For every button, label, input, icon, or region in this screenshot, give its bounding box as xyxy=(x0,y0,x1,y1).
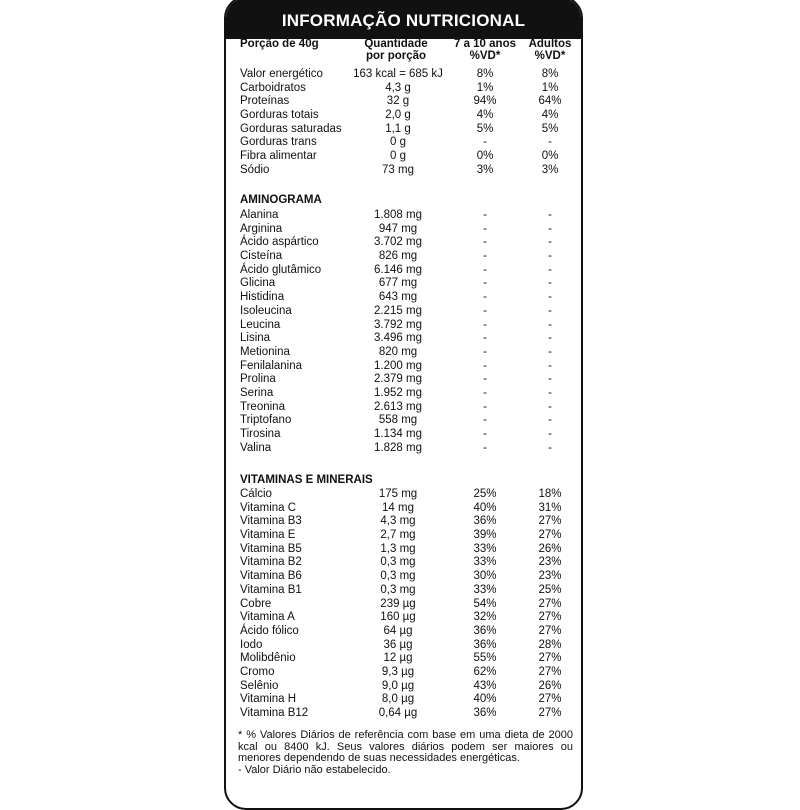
nutrient-quantity: 558 mg xyxy=(378,414,418,427)
nutrient-name: Molibdênio xyxy=(240,652,296,665)
table-row xyxy=(226,291,581,305)
nutrient-adults-dv: - xyxy=(548,277,552,290)
aminogram-table xyxy=(226,209,581,455)
nutrient-kids-dv: 40% xyxy=(473,501,497,514)
nutrition-label xyxy=(224,0,583,810)
table-row xyxy=(226,529,581,543)
nutrient-adults-dv: 64% xyxy=(538,95,562,108)
table-row xyxy=(226,123,581,137)
table-row xyxy=(226,680,581,694)
nutrient-kids-dv: 33% xyxy=(473,556,497,569)
nutrient-quantity: 1,3 mg xyxy=(380,542,416,555)
nutrient-quantity: 0,64 µg xyxy=(378,707,418,719)
nutrient-name: Ácido aspártico xyxy=(240,236,319,249)
table-row xyxy=(226,164,581,178)
nutrient-adults-dv: 27% xyxy=(538,693,562,706)
nutrient-quantity: 3.702 mg xyxy=(374,236,422,249)
nutrient-quantity: 0,3 mg xyxy=(380,556,416,569)
nutrient-quantity: 73 mg xyxy=(382,163,414,176)
nutrient-kids-dv: - xyxy=(483,209,487,221)
nutrient-name: Selênio xyxy=(240,679,279,692)
nutrient-adults-dv: 27% xyxy=(538,652,562,665)
table-row xyxy=(226,68,581,82)
nutrient-kids-dv: 5% xyxy=(476,122,494,135)
nutrient-adults-dv: 27% xyxy=(538,707,562,719)
nutrient-kids-dv: 40% xyxy=(473,693,497,706)
nutrient-kids-dv: - xyxy=(483,400,487,413)
nutrient-name: Vitamina B6 xyxy=(240,570,302,583)
nutrient-name: Isoleucina xyxy=(240,304,292,317)
table-row xyxy=(226,250,581,264)
table-row xyxy=(226,223,581,237)
table-row xyxy=(226,543,581,557)
nutrient-kids-dv: - xyxy=(483,386,487,399)
nutrient-name: Vitamina H xyxy=(240,693,297,706)
nutrient-kids-dv: 33% xyxy=(473,583,497,596)
nutrient-adults-dv: 3% xyxy=(541,163,559,176)
table-row xyxy=(226,150,581,164)
table-row xyxy=(226,332,581,346)
nutrient-name: Alanina xyxy=(240,209,279,221)
nutrient-adults-dv: - xyxy=(548,332,552,345)
nutrient-quantity: 6.146 mg xyxy=(374,263,422,276)
nutrition-table xyxy=(226,68,581,178)
nutrient-quantity: 2.215 mg xyxy=(374,304,422,317)
column-adults-line1: Adultos xyxy=(528,38,572,50)
nutrient-name: Fenilalanina xyxy=(240,359,303,372)
nutrient-adults-dv: - xyxy=(548,428,552,440)
column-kids xyxy=(450,38,520,62)
nutrient-quantity: 2.379 mg xyxy=(374,373,422,386)
column-portion: Porção de 40g xyxy=(240,38,319,50)
nutrient-adults-dv: - xyxy=(548,400,552,413)
table-row xyxy=(226,373,581,387)
nutrient-name: Serina xyxy=(240,386,274,399)
nutrient-adults-dv: - xyxy=(548,136,552,149)
nutrient-quantity: 64 µg xyxy=(383,624,413,637)
nutrient-kids-dv: - xyxy=(483,263,487,276)
nutrient-quantity: 826 mg xyxy=(378,250,418,263)
table-row xyxy=(226,305,581,319)
nutrient-name: Vitamina B12 xyxy=(240,707,309,719)
nutrient-kids-dv: - xyxy=(483,373,487,386)
table-row xyxy=(226,401,581,415)
nutrient-kids-dv: - xyxy=(483,428,487,440)
footnote xyxy=(238,730,573,776)
nutrient-name: Ácido glutâmico xyxy=(240,263,322,276)
nutrient-name: Cisteína xyxy=(240,250,283,263)
nutrient-quantity: 239 µg xyxy=(380,597,416,610)
nutrient-name: Vitamina B5 xyxy=(240,542,302,555)
nutrient-quantity: 0,3 mg xyxy=(380,570,416,583)
nutrient-name: Iodo xyxy=(240,638,263,651)
column-quantity xyxy=(346,38,446,62)
nutrient-name: Histidina xyxy=(240,291,285,304)
nutrient-kids-dv: - xyxy=(483,359,487,372)
nutrient-adults-dv: 8% xyxy=(541,68,559,80)
label-title: INFORMAÇÃO NUTRICIONAL xyxy=(226,0,581,39)
nutrient-adults-dv: - xyxy=(548,441,552,454)
nutrient-adults-dv: - xyxy=(548,386,552,399)
nutrient-quantity: 3.792 mg xyxy=(374,318,422,331)
nutrient-quantity: 643 mg xyxy=(378,291,418,304)
column-kids-line1: 7 a 10 anos xyxy=(453,38,516,50)
table-row xyxy=(226,414,581,428)
nutrient-quantity: 0 g xyxy=(390,136,406,149)
nutrient-adults-dv: - xyxy=(548,263,552,276)
table-row xyxy=(226,136,581,150)
nutrient-name: Treonina xyxy=(240,400,285,413)
nutrient-name: Cobre xyxy=(240,597,272,610)
table-row xyxy=(226,95,581,109)
nutrient-quantity: 175 mg xyxy=(378,488,418,500)
nutrient-adults-dv: 23% xyxy=(538,570,562,583)
nutrient-quantity: 1,1 g xyxy=(385,122,411,135)
nutrient-name: Vitamina B2 xyxy=(240,556,302,569)
nutrient-quantity: 9,0 µg xyxy=(381,679,415,692)
nutrient-name: Metionina xyxy=(240,345,290,358)
nutrient-name: Vitamina E xyxy=(240,529,296,542)
nutrient-adults-dv: - xyxy=(548,373,552,386)
nutrient-quantity: 677 mg xyxy=(378,277,418,290)
nutrient-quantity: 160 µg xyxy=(380,611,416,624)
nutrient-kids-dv: 0% xyxy=(476,150,494,163)
nutrient-kids-dv: - xyxy=(483,332,487,345)
table-row xyxy=(226,515,581,529)
vitamins-table xyxy=(226,488,581,721)
nutrient-name: Sódio xyxy=(240,163,270,176)
nutrient-adults-dv: 26% xyxy=(538,542,562,555)
nutrient-name: Triptofano xyxy=(240,414,292,427)
nutrient-name: Gorduras totais xyxy=(240,109,319,122)
nutrient-kids-dv: - xyxy=(483,345,487,358)
nutrient-quantity: 2,0 g xyxy=(385,109,411,122)
nutrient-adults-dv: 27% xyxy=(538,597,562,610)
nutrient-quantity: 1.952 mg xyxy=(374,386,422,399)
nutrient-name: Vitamina B3 xyxy=(240,515,302,528)
nutrient-quantity: 12 µg xyxy=(383,652,413,665)
nutrient-name: Vitamina A xyxy=(240,611,295,624)
nutrient-quantity: 0,3 mg xyxy=(380,583,416,596)
nutrient-name: Glicina xyxy=(240,277,276,290)
column-quantity-line1: Quantidade xyxy=(364,38,428,50)
table-row xyxy=(226,109,581,123)
nutrient-quantity: 14 mg xyxy=(382,501,414,514)
nutrient-adults-dv: 27% xyxy=(538,529,562,542)
table-row xyxy=(226,556,581,570)
nutrient-adults-dv: 31% xyxy=(538,501,562,514)
nutrient-adults-dv: 27% xyxy=(538,665,562,678)
nutrient-adults-dv: 5% xyxy=(541,122,559,135)
nutrient-adults-dv: - xyxy=(548,304,552,317)
nutrient-kids-dv: 54% xyxy=(473,597,497,610)
nutrient-kids-dv: - xyxy=(483,318,487,331)
nutrient-kids-dv: - xyxy=(483,250,487,263)
nutrient-name: Valina xyxy=(240,441,272,454)
column-adults-line2: %VD* xyxy=(534,50,566,62)
nutrient-quantity: 1.808 mg xyxy=(374,209,422,221)
nutrient-quantity: 3.496 mg xyxy=(374,332,422,345)
table-row xyxy=(226,693,581,707)
nutrient-adults-dv: 0% xyxy=(541,150,559,163)
nutrient-adults-dv: - xyxy=(548,222,552,235)
nutrient-kids-dv: - xyxy=(483,304,487,317)
nutrient-name: Proteínas xyxy=(240,95,290,108)
nutrient-kids-dv: 3% xyxy=(476,163,494,176)
nutrient-kids-dv: - xyxy=(483,277,487,290)
nutrient-quantity: 36 µg xyxy=(383,638,413,651)
nutrient-name: Tirosina xyxy=(240,428,281,440)
nutrient-kids-dv: 36% xyxy=(473,515,497,528)
nutrient-kids-dv: 36% xyxy=(473,638,497,651)
table-row xyxy=(226,639,581,653)
nutrient-quantity: 163 kcal = 685 kJ xyxy=(353,68,443,80)
nutrient-name: Vitamina C xyxy=(240,501,297,514)
nutrient-kids-dv: - xyxy=(483,236,487,249)
nutrient-kids-dv: 8% xyxy=(476,68,494,80)
nutrient-kids-dv: 43% xyxy=(473,679,497,692)
table-row xyxy=(226,598,581,612)
nutrient-kids-dv: - xyxy=(483,441,487,454)
footnote-daily-values: * % Valores Diários de referência com base em uma dieta de 2000 kcal ou 8400 kJ. Seus valores diários podem ser maiores ou menores dependendo de suas necessidades energéticas. xyxy=(238,729,573,764)
table-row xyxy=(226,264,581,278)
table-row xyxy=(226,209,581,223)
nutrient-adults-dv: 23% xyxy=(538,556,562,569)
nutrient-adults-dv: 25% xyxy=(538,583,562,596)
nutrient-adults-dv: - xyxy=(548,209,552,221)
nutrient-quantity: 2,7 mg xyxy=(380,529,416,542)
nutrient-name: Cromo xyxy=(240,665,275,678)
table-row xyxy=(226,502,581,516)
table-row xyxy=(226,360,581,374)
nutrient-name: Prolina xyxy=(240,373,276,386)
table-row xyxy=(226,277,581,291)
nutrient-kids-dv: 94% xyxy=(473,95,497,108)
nutrient-quantity: 9,3 µg xyxy=(381,665,415,678)
nutrient-name: Fibra alimentar xyxy=(240,150,317,163)
nutrient-name: Lisina xyxy=(240,332,271,345)
nutrient-kids-dv: 1% xyxy=(476,81,494,94)
nutrient-adults-dv: 27% xyxy=(538,624,562,637)
nutrient-quantity: 1.828 mg xyxy=(374,441,422,454)
nutrient-adults-dv: 1% xyxy=(541,81,559,94)
nutrient-quantity: 32 g xyxy=(386,95,410,108)
table-row xyxy=(226,584,581,598)
table-row xyxy=(226,236,581,250)
nutrient-name: Cálcio xyxy=(240,488,272,500)
nutrient-name: Carboidratos xyxy=(240,81,306,94)
nutrient-adults-dv: - xyxy=(548,414,552,427)
nutrient-kids-dv: 36% xyxy=(473,624,497,637)
nutrient-kids-dv: - xyxy=(483,414,487,427)
nutrient-quantity: 4,3 g xyxy=(385,81,411,94)
nutrient-adults-dv: 27% xyxy=(538,515,562,528)
nutrient-name: Vitamina B1 xyxy=(240,583,302,596)
nutrient-name: Ácido fólico xyxy=(240,624,299,637)
nutrient-name: Arginina xyxy=(240,222,283,235)
nutrient-kids-dv: 4% xyxy=(476,109,494,122)
nutrient-adults-dv: 27% xyxy=(538,611,562,624)
nutrient-kids-dv: 39% xyxy=(473,529,497,542)
table-row xyxy=(226,442,581,456)
table-row xyxy=(226,611,581,625)
nutrient-adults-dv: - xyxy=(548,291,552,304)
nutrient-adults-dv: - xyxy=(548,250,552,263)
nutrient-adults-dv: - xyxy=(548,359,552,372)
nutrient-adults-dv: - xyxy=(548,345,552,358)
table-row xyxy=(226,707,581,721)
nutrient-adults-dv: - xyxy=(548,318,552,331)
nutrient-kids-dv: 62% xyxy=(473,665,497,678)
nutrient-quantity: 1.200 mg xyxy=(374,359,422,372)
column-quantity-line2: por porção xyxy=(365,50,427,62)
nutrient-quantity: 947 mg xyxy=(378,222,418,235)
table-row xyxy=(226,666,581,680)
nutrient-quantity: 0 g xyxy=(390,150,406,163)
nutrient-adults-dv: 4% xyxy=(541,109,559,122)
column-adults xyxy=(520,38,580,62)
nutrient-kids-dv: - xyxy=(483,291,487,304)
table-row xyxy=(226,488,581,502)
table-row xyxy=(226,387,581,401)
nutrient-quantity: 2.613 mg xyxy=(374,400,422,413)
table-row xyxy=(226,570,581,584)
nutrient-quantity: 1.134 mg xyxy=(374,428,422,440)
table-row xyxy=(226,428,581,442)
vitamins-title: VITAMINAS E MINERAIS xyxy=(240,474,373,486)
nutrient-kids-dv: 30% xyxy=(473,570,497,583)
nutrient-quantity: 8,0 µg xyxy=(381,693,415,706)
nutrient-name: Gorduras trans xyxy=(240,136,317,149)
nutrient-name: Valor energético xyxy=(240,68,323,80)
nutrient-kids-dv: 36% xyxy=(473,707,497,719)
nutrient-kids-dv: 25% xyxy=(473,488,497,500)
nutrient-kids-dv: 32% xyxy=(473,611,497,624)
nutrient-adults-dv: - xyxy=(548,236,552,249)
table-row xyxy=(226,346,581,360)
table-row xyxy=(226,82,581,96)
aminogram-title: AMINOGRAMA xyxy=(240,194,322,206)
table-row xyxy=(226,319,581,333)
nutrient-kids-dv: 33% xyxy=(473,542,497,555)
nutrient-quantity: 4,3 mg xyxy=(380,515,416,528)
nutrient-adults-dv: 26% xyxy=(538,679,562,692)
nutrient-quantity: 820 mg xyxy=(378,345,418,358)
nutrient-kids-dv: - xyxy=(483,222,487,235)
footnote-not-established: - Valor Diário não estabelecido. xyxy=(238,763,391,776)
table-row xyxy=(226,652,581,666)
nutrient-name: Gorduras saturadas xyxy=(240,122,342,135)
nutrient-kids-dv: - xyxy=(483,136,487,149)
nutrient-adults-dv: 28% xyxy=(538,638,562,651)
nutrient-name: Leucina xyxy=(240,318,281,331)
nutrient-adults-dv: 18% xyxy=(538,488,562,500)
column-kids-line2: %VD* xyxy=(469,50,501,62)
nutrient-kids-dv: 55% xyxy=(473,652,497,665)
table-row xyxy=(226,625,581,639)
